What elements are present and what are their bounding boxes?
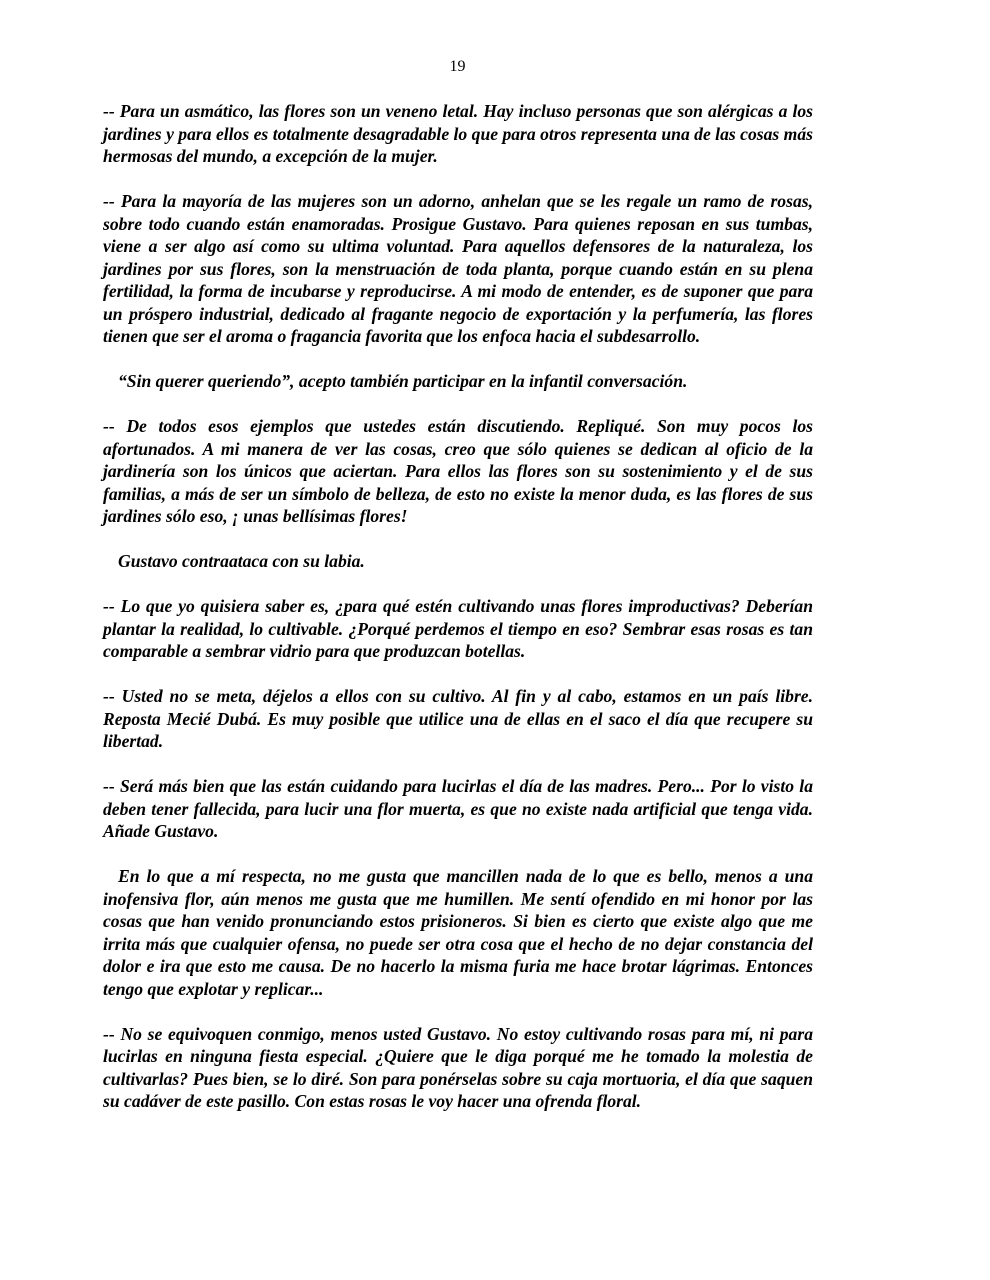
paragraph: -- Será más bien que las están cuidando para lucirlas el día de las madres. Pero... Por lo visto la deben tener fallecida, para lucir una flor muerta, es que no existe nada artificial que tenga vida. Añade Gustavo.	[103, 776, 813, 841]
paragraph: -- De todos esos ejemplos que ustedes están discutiendo. Repliqué. Son muy pocos los afortunados. A mi manera de ver las cosas, creo que sólo quienes se dedican al oficio de la jardinería son los únicos que aciertan. Para ellos las flores son su sostenimiento y el de sus familias, a más de ser un símbolo de belleza, de esto no existe la menor duda, es las flores de sus jardines sólo eso, ¡ unas bellísimas flores!	[103, 416, 813, 526]
paragraph: -- Para la mayoría de las mujeres son un adorno, anhelan que se les regale un ramo de rosas, sobre todo cuando están enamoradas. Prosigue Gustavo. Para quienes reposan en sus tumbas, viene a ser algo así como su ultima voluntad. Para aquellos defensores de la naturaleza, los jardines por sus flores, son la menstruación de toda planta, porque cuando están en su plena fertilidad, la forma de incubarse y reproducirse. A mi modo de entender, es de suponer que para un próspero industrial, dedicado al fragante negocio de exportación y la perfumería, las flores tienen que ser el aroma o fragancia favorita que los enfoca hacia el subdesarrollo.	[103, 191, 813, 346]
paragraph: Gustavo contraataca con su labia.	[118, 551, 365, 571]
paragraph: -- Para un asmático, las flores son un veneno letal. Hay incluso personas que son alérgicas a los jardines y para ellos es totalmente desagradable lo que para otros representa una de las cosas más hermosas del mundo, a excepción de la mujer.	[103, 101, 813, 166]
paragraph: -- No se equivoquen conmigo, menos usted Gustavo. No estoy cultivando rosas para mí, ni para lucirlas en ninguna fiesta especial. ¿Quiere que le diga porqué me he tomado la molestia de cultivarlas? Pues bien, se lo diré. Son para ponérselas sobre su caja mortuoria, el día que saquen su cadáver de este pasillo. Con estas rosas le voy hacer una ofrenda floral.	[103, 1023, 813, 1111]
page-number: 19	[449, 58, 466, 75]
paragraph: “Sin querer queriendo”, acepto también participar en la infantil conversación.	[118, 371, 688, 391]
body-text	[103, 100, 813, 1135]
paragraph: -- Lo que yo quisiera saber es, ¿para qué estén cultivando unas flores improductivas? Deberían plantar la realidad, lo cultivable. ¿Porqué perdemos el tiempo en eso? Sembrar esas rosas es tan comparable a sembrar vidrio para que produzcan botellas.	[103, 596, 813, 661]
paragraph: -- Usted no se meta, déjelos a ellos con su cultivo. Al fin y al cabo, estamos en un país libre. Reposta Mecié Dubá. Es muy posible que utilice una de ellas en el saco el día que recupere su libertad.	[103, 686, 813, 751]
paragraph: En lo que a mí respecta, no me gusta que mancillen nada de lo que es bello, menos a una inofensiva flor, aún menos me gusta que me humillen. Me sentí ofendido en mi honor por las cosas que han venido pronunciando estos prisioneros. Si bien es cierto que existe algo que me irrita más que cualquier ofensa, no puede ser otra cosa que el hecho de no dejar constancia del dolor e ira que esto me causa. De no hacerlo la misma furia me hace brotar lágrimas. Entonces tengo que explotar y replicar...	[103, 866, 813, 999]
